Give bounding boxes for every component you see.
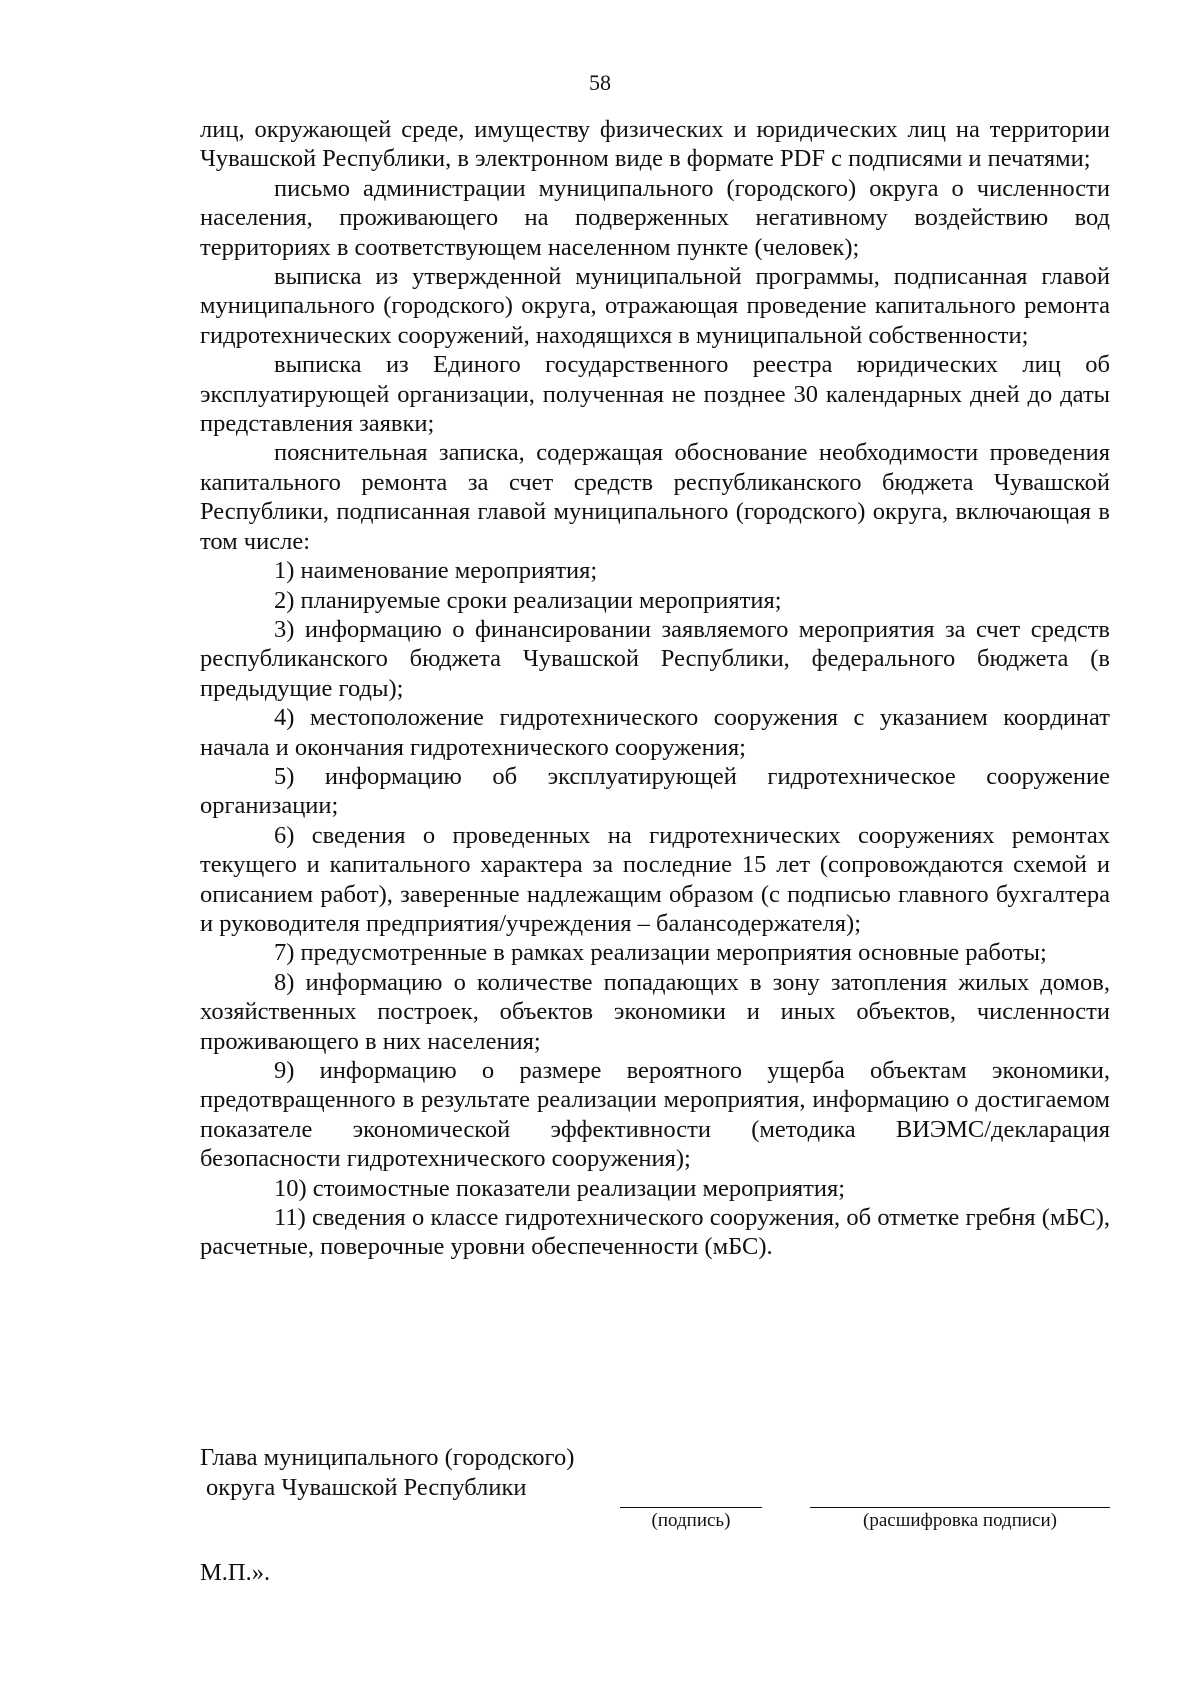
list-item: 8) информацию о количестве попадающих в зону затопления жилых домов, хозяйственных построек, объектов экономики и иных объектов, численности проживающего в них населения; — [200, 968, 1110, 1055]
decoding-caption: (расшифровка подписи) — [863, 1510, 1057, 1531]
page-number: 58 — [589, 70, 611, 95]
stamp-place: М.П.». — [200, 1559, 271, 1586]
signatory-title-line-1: Глава муниципального (городского) — [200, 1444, 575, 1471]
signature-block — [200, 1443, 1110, 1583]
list-item: 9) информацию о размере вероятного ущерба объектам экономики, предотвращенного в результате реализации мероприятия, информацию о достигаемом показателе экономической эффективности (методика ВИЭМС/декларация безопасности гидротехнического сооружения); — [200, 1057, 1110, 1173]
document-body — [200, 115, 1110, 1262]
paragraph: лиц, окружающей среде, имуществу физических и юридических лиц на территории Чувашской Республики, в электронном виде в формате PDF с подписями и печатями; — [200, 116, 1110, 173]
list-item: 2) планируемые сроки реализации мероприятия; — [274, 586, 782, 614]
decoding-line — [810, 1507, 1110, 1508]
signature-line — [620, 1507, 762, 1508]
paragraph: пояснительная записка, содержащая обоснование необходимости проведения капитального ремонта за счет средств республиканского бюджета Чувашской Республики, подписанная главой муниципального (городского) округа, включающая в том числе: — [200, 439, 1110, 555]
list-item: 4) местоположение гидротехнического сооружения с указанием координат начала и окончания гидротехнического сооружения; — [200, 704, 1110, 761]
paragraph: письмо администрации муниципального (городского) округа о численности населения, проживающего на подверженных негативному воздействию вод территориях в соответствующем населенном пункте (человек); — [200, 174, 1110, 261]
list-item: 11) сведения о классе гидротехнического сооружения, об отметке гребня (мБС), расчетные, поверочные уровни обеспеченности (мБС). — [200, 1204, 1110, 1261]
signatory-title-line-2: округа Чувашской Республики — [206, 1474, 527, 1501]
list-item: 10) стоимостные показатели реализации мероприятия; — [274, 1174, 846, 1202]
list-item: 7) предусмотренные в рамках реализации мероприятия основные работы; — [274, 939, 1047, 967]
paragraph: выписка из Единого государственного реестра юридических лиц об эксплуатирующей организации, полученная не позднее 30 календарных дней до даты представления заявки; — [200, 351, 1110, 438]
list-item: 6) сведения о проведенных на гидротехнических сооружениях ремонтах текущего и капитального характера за последние 15 лет (сопровождаются схемой и описанием работ), заверенные надлежащим образом (с подписью главного бухгалтера и руководителя предприятия/учреждения – балансодержателя); — [200, 821, 1110, 937]
list-item: 5) информацию об эксплуатирующей гидротехническое сооружение организации; — [200, 762, 1110, 820]
signature-caption: (подпись) — [651, 1510, 731, 1531]
list-item: 1) наименование мероприятия; — [274, 557, 598, 585]
list-item: 3) информацию о финансировании заявляемого мероприятия за счет средств республиканского бюджета Чувашской Республики, федерального бюджета (в предыдущие годы); — [200, 615, 1110, 702]
paragraph: выписка из утвержденной муниципальной программы, подписанная главой муниципального (городского) округа, отражающая проведение капитального ремонта гидротехнических сооружений, находящихся в муниципальной собственности; — [200, 263, 1110, 349]
